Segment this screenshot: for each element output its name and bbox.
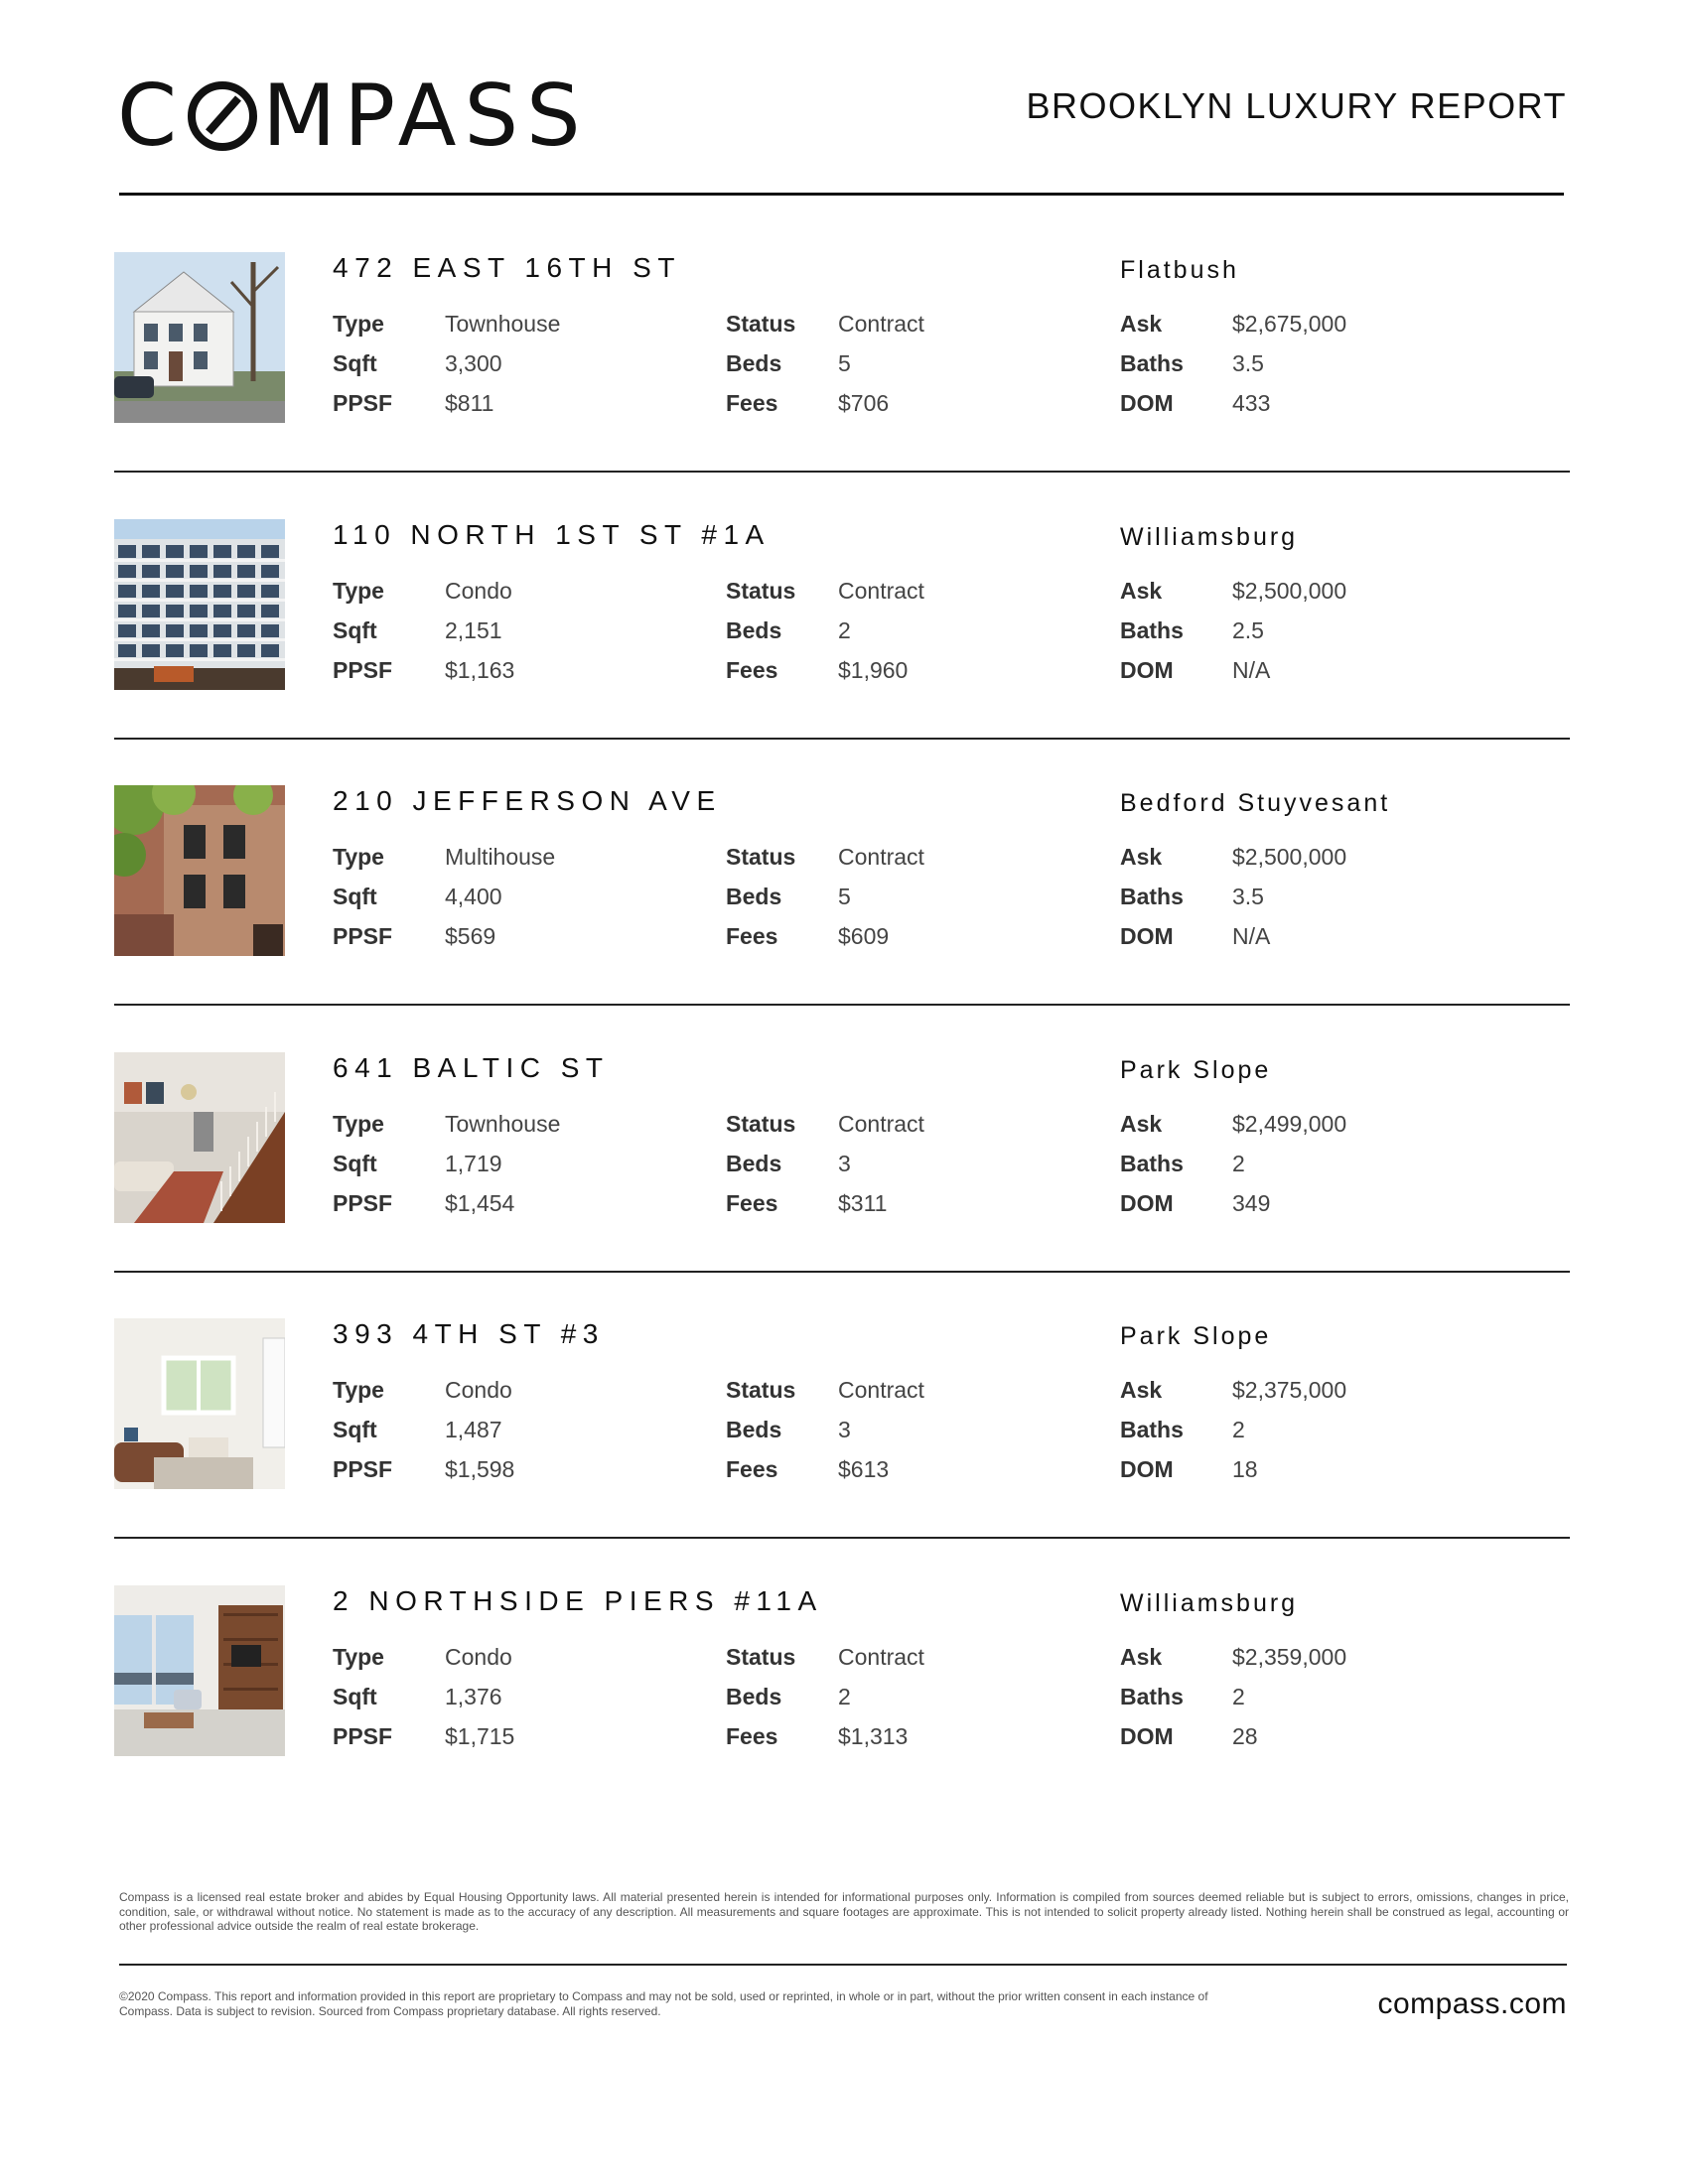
sqft-label: Sqft <box>333 1150 377 1176</box>
ppsf-row <box>333 1449 514 1489</box>
sqft-value: 1,487 <box>445 1416 502 1442</box>
dom-row <box>1120 383 1346 423</box>
status-label: Status <box>726 310 796 337</box>
beds-label: Beds <box>726 1150 782 1176</box>
listing-item <box>114 785 1570 959</box>
status-value: Contract <box>838 1110 924 1137</box>
status-row <box>726 837 924 877</box>
ppsf-label: PPSF <box>333 922 393 949</box>
status-row <box>726 1370 924 1410</box>
status-value: Contract <box>838 1376 924 1403</box>
dom-value: 28 <box>1232 1722 1258 1749</box>
status-value: Contract <box>838 310 924 337</box>
dom-label: DOM <box>1120 389 1174 416</box>
dom-label: DOM <box>1120 656 1174 683</box>
ppsf-value: $1,454 <box>445 1189 515 1216</box>
ppsf-row <box>333 650 514 690</box>
status-label: Status <box>726 1110 796 1137</box>
listing-details-col1 <box>333 1370 514 1489</box>
type-row <box>333 1370 514 1410</box>
baths-value: 2 <box>1232 1416 1245 1442</box>
listing-address: 2 NORTHSIDE PIERS #11A <box>333 1585 823 1616</box>
listing-item <box>114 252 1570 426</box>
ppsf-label: PPSF <box>333 1722 393 1749</box>
ppsf-label: PPSF <box>333 1189 393 1216</box>
dom-label: DOM <box>1120 1455 1174 1482</box>
bright-living-room-photo <box>114 1318 285 1489</box>
fees-value: $1,313 <box>838 1722 909 1749</box>
listing-details-col3 <box>1120 571 1346 690</box>
baths-value: 2 <box>1232 1150 1245 1176</box>
status-value: Contract <box>838 843 924 870</box>
type-label: Type <box>333 1643 384 1670</box>
listing-neighborhood: Flatbush <box>1120 256 1239 284</box>
report-title: BROOKLYN LUXURY REPORT <box>1026 85 1567 126</box>
listing-details-col3 <box>1120 837 1346 956</box>
listing-item <box>114 1585 1570 1759</box>
baths-row <box>1120 611 1346 650</box>
fees-label: Fees <box>726 656 778 683</box>
listing-neighborhood: Bedford Stuyvesant <box>1120 789 1391 817</box>
ppsf-label: PPSF <box>333 656 393 683</box>
listing-address: 641 BALTIC ST <box>333 1052 610 1083</box>
type-label: Type <box>333 310 384 337</box>
beds-row <box>726 611 924 650</box>
beds-value: 5 <box>838 883 851 909</box>
logo-text-mpass: MPASS <box>262 67 589 166</box>
baths-label: Baths <box>1120 1683 1184 1709</box>
ppsf-row <box>333 916 555 956</box>
baths-value: 2.5 <box>1232 616 1264 643</box>
ask-row <box>1120 571 1346 611</box>
baths-row <box>1120 1410 1346 1449</box>
townhouse-exterior-photo <box>114 252 285 423</box>
listing-item <box>114 519 1570 693</box>
type-row <box>333 837 555 877</box>
fees-row <box>726 1716 924 1756</box>
fees-value: $613 <box>838 1455 890 1482</box>
baths-label: Baths <box>1120 349 1184 376</box>
ask-label: Ask <box>1120 1110 1163 1137</box>
ask-row <box>1120 1104 1346 1144</box>
status-label: Status <box>726 843 796 870</box>
beds-value: 5 <box>838 349 851 376</box>
beds-label: Beds <box>726 883 782 909</box>
baths-label: Baths <box>1120 616 1184 643</box>
ppsf-value: $1,715 <box>445 1722 515 1749</box>
beds-row <box>726 877 924 916</box>
ask-label: Ask <box>1120 1643 1163 1670</box>
sqft-label: Sqft <box>333 1416 377 1442</box>
beds-row <box>726 1410 924 1449</box>
type-label: Type <box>333 843 384 870</box>
type-row <box>333 1637 514 1677</box>
dom-row <box>1120 916 1346 956</box>
ask-label: Ask <box>1120 843 1163 870</box>
disclaimer-text: Compass is a licensed real estate broker and abides by Equal Housing Opportunity laws. All material presented herein is intended for informational purposes only. Information is compiled from sources deemed reliable but is subject to errors, omissions, changes in price, condition, sale, or withdrawal without notice. No statement is made as to the accuracy of any description. All measurements and square footages are approximate. This is not intended to solicit property already listed. Nothing herein shall be construed as legal, accounting or other professional advice outside the realm of real estate brokerage. <box>119 1890 1569 1933</box>
listing-details-col1 <box>333 304 560 423</box>
type-value: Condo <box>445 1643 512 1670</box>
sqft-value: 1,719 <box>445 1150 502 1176</box>
ask-value: $2,500,000 <box>1232 843 1347 870</box>
dom-label: DOM <box>1120 1722 1174 1749</box>
header-divider <box>119 193 1564 196</box>
type-label: Type <box>333 1376 384 1403</box>
status-label: Status <box>726 1643 796 1670</box>
listing-neighborhood: Park Slope <box>1120 1056 1272 1084</box>
listing-neighborhood: Williamsburg <box>1120 523 1299 551</box>
copyright-text: ©2020 Compass. This report and information provided in this report are proprietary to Compass and may not be sold, used or reprinted, in whole or in part, without the prior written consent in each instance of Compass. Data is subject to revision. Sourced from Compass proprietary database. All rights reserved. <box>119 1989 1208 2018</box>
beds-value: 3 <box>838 1416 851 1442</box>
ask-row <box>1120 1637 1346 1677</box>
ask-label: Ask <box>1120 310 1163 337</box>
status-row <box>726 571 924 611</box>
beds-label: Beds <box>726 616 782 643</box>
listing-details-col1 <box>333 1637 514 1756</box>
type-value: Multihouse <box>445 843 556 870</box>
dom-row <box>1120 1183 1346 1223</box>
ppsf-label: PPSF <box>333 1455 393 1482</box>
living-room-staircase-photo <box>114 1052 285 1223</box>
dom-label: DOM <box>1120 922 1174 949</box>
listing-details-col2 <box>726 837 924 956</box>
type-row <box>333 304 560 343</box>
listing-details-col1 <box>333 571 514 690</box>
fees-value: $706 <box>838 389 890 416</box>
ppsf-value: $1,598 <box>445 1455 515 1482</box>
fees-value: $311 <box>838 1189 888 1216</box>
ppsf-row <box>333 1716 514 1756</box>
listing-details-col3 <box>1120 304 1346 423</box>
compass-o-icon <box>187 80 258 152</box>
listing-address: 110 NORTH 1ST ST #1A <box>333 519 771 550</box>
sqft-value: 2,151 <box>445 616 502 643</box>
beds-value: 2 <box>838 1683 851 1709</box>
sqft-row <box>333 1144 560 1183</box>
sqft-label: Sqft <box>333 349 377 376</box>
ask-value: $2,499,000 <box>1232 1110 1347 1137</box>
sqft-value: 3,300 <box>445 349 502 376</box>
dom-row <box>1120 650 1346 690</box>
waterview-living-room-photo <box>114 1585 285 1756</box>
fees-row <box>726 916 924 956</box>
listing-details-col3 <box>1120 1637 1346 1756</box>
baths-label: Baths <box>1120 883 1184 909</box>
dom-value: N/A <box>1232 922 1271 949</box>
fees-value: $1,960 <box>838 656 909 683</box>
sqft-row <box>333 343 560 383</box>
sqft-row <box>333 877 555 916</box>
ppsf-value: $1,163 <box>445 656 515 683</box>
listing-details-col2 <box>726 1104 924 1223</box>
dom-row <box>1120 1716 1346 1756</box>
listing-address: 393 4TH ST #3 <box>333 1318 605 1349</box>
fees-label: Fees <box>726 1189 778 1216</box>
sqft-label: Sqft <box>333 1683 377 1709</box>
footer-divider <box>119 1964 1567 1966</box>
ask-value: $2,359,000 <box>1232 1643 1347 1670</box>
sqft-label: Sqft <box>333 883 377 909</box>
type-value: Condo <box>445 577 512 604</box>
listing-item <box>114 1318 1570 1492</box>
ask-row <box>1120 1370 1346 1410</box>
baths-value: 2 <box>1232 1683 1245 1709</box>
ppsf-row <box>333 383 560 423</box>
ask-value: $2,375,000 <box>1232 1376 1347 1403</box>
beds-row <box>726 1144 924 1183</box>
baths-value: 3.5 <box>1232 883 1264 909</box>
ask-row <box>1120 304 1346 343</box>
fees-row <box>726 1183 924 1223</box>
baths-row <box>1120 877 1346 916</box>
listing-divider <box>114 471 1570 473</box>
type-value: Townhouse <box>445 310 561 337</box>
listing-neighborhood: Williamsburg <box>1120 1589 1299 1617</box>
listing-divider <box>114 738 1570 740</box>
listing-details-col1 <box>333 837 555 956</box>
ppsf-label: PPSF <box>333 389 393 416</box>
website-link[interactable]: compass.com <box>1377 1987 1567 2020</box>
listing-details-col3 <box>1120 1104 1346 1223</box>
status-row <box>726 1104 924 1144</box>
type-label: Type <box>333 1110 384 1137</box>
sqft-row <box>333 611 514 650</box>
baths-row <box>1120 343 1346 383</box>
listing-divider <box>114 1537 1570 1539</box>
sqft-value: 1,376 <box>445 1683 502 1709</box>
type-row <box>333 571 514 611</box>
status-value: Contract <box>838 577 924 604</box>
fees-row <box>726 1449 924 1489</box>
sqft-row <box>333 1677 514 1716</box>
listing-details-col2 <box>726 1370 924 1489</box>
compass-logo <box>117 67 589 166</box>
fees-label: Fees <box>726 389 778 416</box>
condo-building-photo <box>114 519 285 690</box>
baths-label: Baths <box>1120 1150 1184 1176</box>
type-label: Type <box>333 577 384 604</box>
fees-value: $609 <box>838 922 890 949</box>
sqft-label: Sqft <box>333 616 377 643</box>
status-row <box>726 304 924 343</box>
ppsf-value: $811 <box>445 389 494 416</box>
baths-value: 3.5 <box>1232 349 1264 376</box>
fees-label: Fees <box>726 1722 778 1749</box>
listing-address: 472 EAST 16TH ST <box>333 252 681 283</box>
dom-value: 18 <box>1232 1455 1258 1482</box>
status-label: Status <box>726 577 796 604</box>
dom-value: N/A <box>1232 656 1271 683</box>
listing-details-col2 <box>726 1637 924 1756</box>
logo-text-c: C <box>117 67 186 166</box>
listing-details-col1 <box>333 1104 560 1223</box>
sqft-row <box>333 1410 514 1449</box>
beds-value: 2 <box>838 616 851 643</box>
ask-row <box>1120 837 1346 877</box>
type-value: Townhouse <box>445 1110 561 1137</box>
ppsf-value: $569 <box>445 922 496 949</box>
type-value: Condo <box>445 1376 512 1403</box>
fees-row <box>726 650 924 690</box>
ask-value: $2,500,000 <box>1232 577 1347 604</box>
status-value: Contract <box>838 1643 924 1670</box>
ask-label: Ask <box>1120 1376 1163 1403</box>
listing-divider <box>114 1004 1570 1006</box>
dom-row <box>1120 1449 1346 1489</box>
beds-value: 3 <box>838 1150 851 1176</box>
dom-value: 433 <box>1232 389 1271 416</box>
listing-neighborhood: Park Slope <box>1120 1322 1272 1350</box>
status-row <box>726 1637 924 1677</box>
listing-address: 210 JEFFERSON AVE <box>333 785 722 816</box>
listing-item <box>114 1052 1570 1226</box>
type-row <box>333 1104 560 1144</box>
baths-row <box>1120 1677 1346 1716</box>
fees-label: Fees <box>726 1455 778 1482</box>
listing-divider <box>114 1271 1570 1273</box>
beds-label: Beds <box>726 1683 782 1709</box>
brownstone-photo <box>114 785 285 956</box>
ppsf-row <box>333 1183 560 1223</box>
fees-label: Fees <box>726 922 778 949</box>
ask-label: Ask <box>1120 577 1163 604</box>
dom-value: 349 <box>1232 1189 1271 1216</box>
listing-details-col2 <box>726 571 924 690</box>
beds-label: Beds <box>726 1416 782 1442</box>
beds-row <box>726 343 924 383</box>
beds-row <box>726 1677 924 1716</box>
ask-value: $2,675,000 <box>1232 310 1347 337</box>
baths-label: Baths <box>1120 1416 1184 1442</box>
baths-row <box>1120 1144 1346 1183</box>
listing-details-col3 <box>1120 1370 1346 1489</box>
listing-details-col2 <box>726 304 924 423</box>
dom-label: DOM <box>1120 1189 1174 1216</box>
status-label: Status <box>726 1376 796 1403</box>
beds-label: Beds <box>726 349 782 376</box>
fees-row <box>726 383 924 423</box>
sqft-value: 4,400 <box>445 883 502 909</box>
